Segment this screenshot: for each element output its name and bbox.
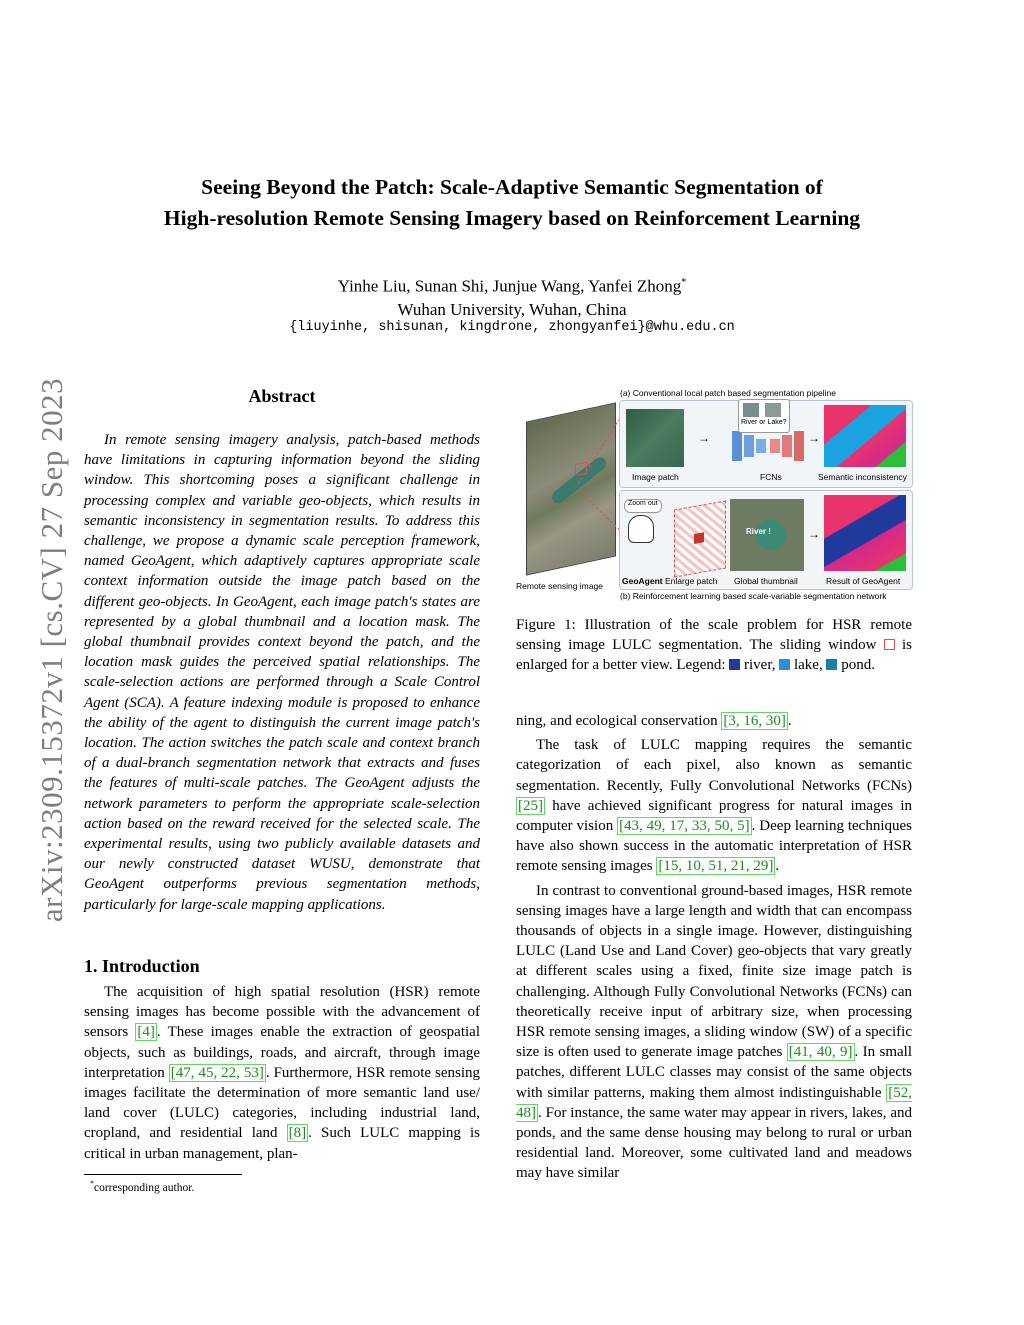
citation-link[interactable]: [4] xyxy=(137,1024,155,1041)
label-remote-sensing-image: Remote sensing image xyxy=(516,581,603,591)
pipeline-a-box xyxy=(619,400,913,488)
citation-link[interactable]: [47, 45, 22, 53] xyxy=(170,1064,264,1081)
label-river-or-lake: River or Lake? xyxy=(741,419,787,426)
arrow-icon: → xyxy=(698,431,710,445)
footnote-rule xyxy=(84,1174,242,1175)
semantic-inconsistency-map xyxy=(824,405,906,467)
abstract-heading: Abstract xyxy=(248,386,316,406)
intro-body: The acquisition of high spatial resolution (HSR) remote sensing images has become possible with the advancement of sensors [4] . These images enable the extraction of geospatial objects, such as buildings, roads, and aircraft, through image interpretation [47, 45, 22, 53] . Furthermore, HSR remote sensing images facilitate the determination of more semantic land use/ land cover (LULC) categories, including industrial land, cropland, and residential land [8] . Such LULC mapping is critical in urban management, plan- xyxy=(84,984,480,1162)
label-pipeline-a: (a) Conventional local patch based segmentation pipeline xyxy=(620,388,836,398)
fcn-encoder-block xyxy=(732,431,742,461)
paragraph: The task of LULC mapping requires the semantic categorization of each pixel, also known as semantic segmentation. Recently, Fully Convolutional Networks (FCNs) [25] have achieved significant progress for natural images in computer vision [43, 49, 17, 33, 50, 5] . Deep learning techniques have also shown success in the automatic interpretation of HSR remote sensing images [15, 10, 51, 21, 29] . xyxy=(516,737,912,875)
author-list: Yinhe Liu, Sunan Shi, Junjue Wang, Yanfei Zhong* xyxy=(337,276,687,296)
citation-link[interactable]: [25] xyxy=(518,797,543,814)
abstract-body: In remote sensing imagery analysis, patch-based methods have limitations in capturing information beyond the sliding window. This shortcoming poses a significant challenge in processing complex and variable geo-objects, which results in semantic inconsistency in segmentation results. To address this challenge, we propose a dynamic scale perception framework, named GeoAgent, which adaptively captures appropriate scale context information outside the image patch based on the different geo-objects. In GeoAgent, each image patch's states are represented by a global thumbnail and a location mask. The global thumbnail provides context beyond the patch, and the location mask guides the perceived spatial relationships. The scale-selection actions are performed through a Scale Control Agent (SCA). A feature indexing module is proposed to enhance the ability of the agent to distinguish the current image patch's location. The action switches the patch scale and context branch of a dual-branch segmentation network that extracts and fuses the features of multi-scale patches. The GeoAgent adjusts the network parameters to perform the appropriate scale-selection action based on the reward received for the selected scale. The experimental results, using two publicly available datasets and our newly constructed dataset WUSU, demonstrate that GeoAgent outperforms previous segmentation methods, particularly for large-scale mapping applications. xyxy=(84,432,480,913)
label-geoagent-enlarge: GeoAgent Enlarge patch xyxy=(622,576,718,586)
image-patch-tile xyxy=(626,409,684,467)
citation-link[interactable]: [15, 10, 51, 21, 29] xyxy=(658,858,774,875)
right-column-body xyxy=(516,711,912,1188)
thumbnail-b xyxy=(765,403,781,417)
arrow-icon: → xyxy=(808,431,820,445)
global-thumbnail-tile xyxy=(730,499,804,571)
citation-link[interactable]: [8] xyxy=(288,1125,307,1142)
paragraph: In contrast to conventional ground-based images, HSR remote sensing images have a large length and width that can encompass thousands of objects in a single image. However, distinguishing LULC (Land Use and Land Cover) geo-objects that vary greatly at different scales using a fixed, finite size image patch is challenging. Although Fully Convolutional Networks (FCNs) can theoretically receive input of arbitrary size, when processing HSR remote sensing images, a sliding window (SW) of a specific size is often used to generate image patches [41, 40, 9] . In small patches, different LULC classes may consist of the same objects with similar patterns, making them almost indistinguishable [52, 48] . For instance, the same water may appear in rivers, lakes, and ponds, and the same dense housing may belong to rural or urban residential land. Moreover, some cultivated land and meadows may have similar xyxy=(516,882,912,1182)
fcn-encoder-block xyxy=(756,439,766,453)
title-line-2: High-resolution Remote Sensing Imagery based on Reinforcement Learning xyxy=(163,206,861,230)
thumbnail-a xyxy=(743,403,759,417)
label-pipeline-b: (b) Reinforcement learning based scale-variable segmentation network xyxy=(620,591,887,601)
label-zoom-out: Zoom out xyxy=(628,500,658,507)
figure-1 xyxy=(516,384,914,606)
zoom-out-bubble xyxy=(624,499,662,513)
title-line-1: Seeing Beyond the Patch: Scale-Adaptive Semantic Segmentation of xyxy=(201,175,823,199)
river-legend-swatch xyxy=(729,659,740,670)
arxiv-identifier: arXiv:2309.15372v1 [cs.CV] 27 Sep 2023 xyxy=(34,377,69,923)
citation-link[interactable]: [43, 49, 17, 33, 50, 5] xyxy=(619,818,750,835)
question-bubble xyxy=(738,399,790,433)
lake-legend-swatch xyxy=(779,659,790,670)
paper-title xyxy=(60,172,964,234)
citation-link[interactable]: [52, 48] xyxy=(516,1084,912,1121)
label-result-of-geoagent: Result of GeoAgent xyxy=(826,576,901,586)
enlarge-patch-tile xyxy=(674,500,726,577)
author-block xyxy=(200,271,824,321)
footnote: *corresponding author. xyxy=(90,1179,195,1194)
pipeline-b-box xyxy=(619,490,913,590)
patch-location-mask xyxy=(694,532,704,544)
fcn-decoder-block xyxy=(782,435,792,457)
arrow-icon: → xyxy=(808,527,820,541)
sliding-window-legend-icon xyxy=(884,639,895,650)
author-footnote-mark: * xyxy=(681,277,687,288)
paragraph: ning, and ecological conservation [3, 16, 30] . xyxy=(516,713,792,729)
agent-head-icon xyxy=(628,515,654,543)
label-river: River ! xyxy=(746,527,771,536)
label-fcns: FCNs xyxy=(760,472,782,482)
fcn-decoder-block xyxy=(794,431,804,461)
fcn-encoder-block xyxy=(744,435,754,457)
label-image-patch: Image patch xyxy=(632,472,679,482)
citation-link[interactable]: [41, 40, 9] xyxy=(788,1044,853,1061)
geoagent-result-map xyxy=(824,495,906,571)
pond-legend-swatch xyxy=(826,659,837,670)
intro-heading: 1. Introduction xyxy=(84,956,200,976)
label-global-thumbnail: Global thumbnail xyxy=(734,576,798,586)
fcn-decoder-block xyxy=(770,439,780,453)
author-email[interactable]: {liuyinhe, shisunan, kingdrone, zhongyanfei}@whu.edu.cn xyxy=(289,320,735,335)
affiliation: Wuhan University, Wuhan, China xyxy=(397,299,627,319)
citation-link[interactable]: [3, 16, 30] xyxy=(723,713,786,729)
figure-caption: Figure 1: Illustration of the scale problem for HSR remote sensing image LULC segmentation. The sliding window is enlarged for a better view. Legend: river, lake, pond. xyxy=(516,617,913,674)
label-semantic-inconsistency: Semantic inconsistency xyxy=(818,472,907,482)
